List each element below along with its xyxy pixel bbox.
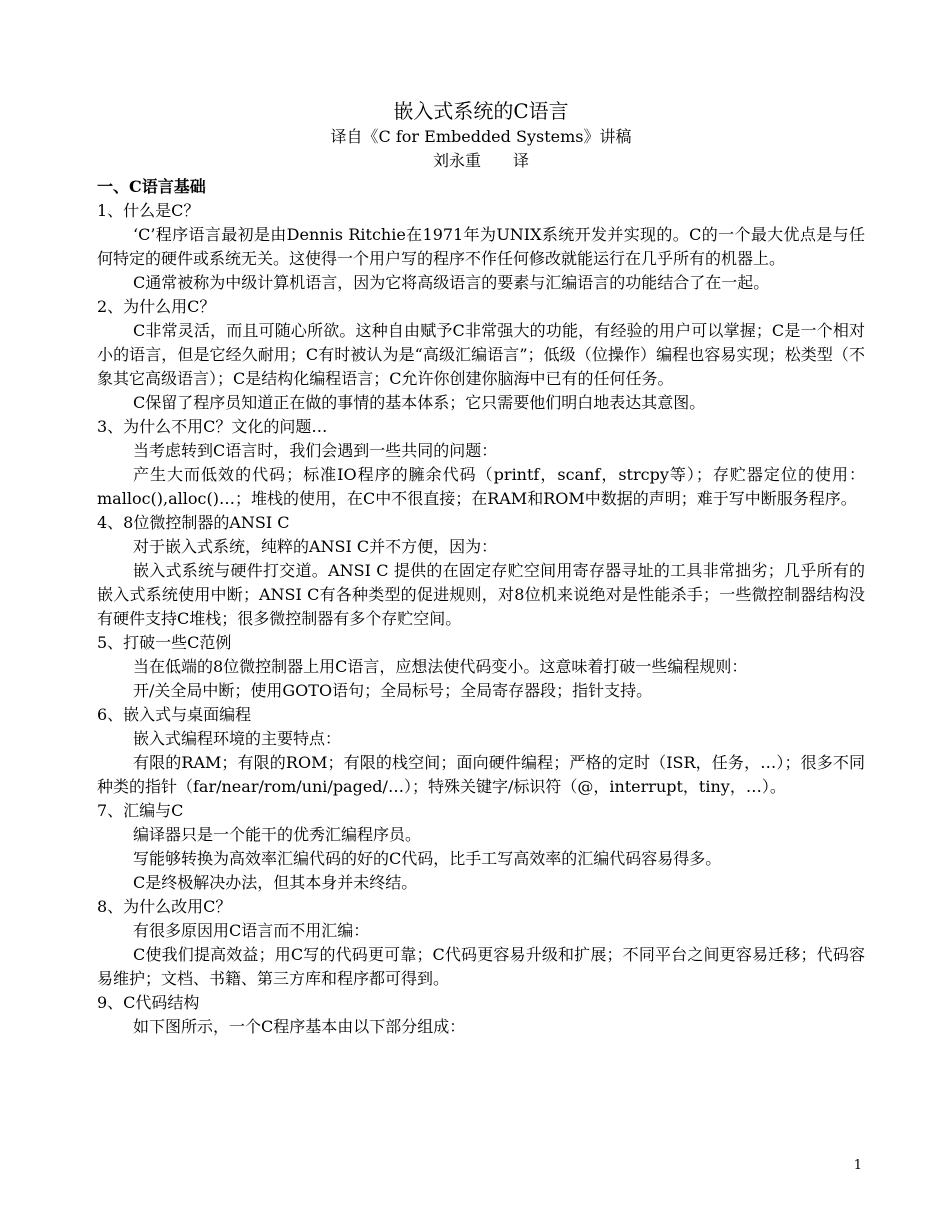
section-3 bbox=[97, 415, 865, 511]
author-name: 刘永重 bbox=[432, 151, 481, 170]
paragraph: 如下图所示，一个C程序基本由以下部分组成： bbox=[133, 1017, 466, 1036]
section-heading: 4、8位微控制器的ANSI C bbox=[97, 513, 290, 532]
section-heading: 7、汇编与C bbox=[97, 801, 184, 820]
paragraph: 产生大而低效的代码；标准IO程序的臃余代码（printf，scanf，strcpy等）；存贮器定位的使用：malloc(),alloc()…；堆栈的使用，在C中不很直接；在RAM和ROM中数据的声明；难于写中断服务程序。 bbox=[97, 465, 865, 508]
paragraph: ‘C’程序语言最初是由Dennis Ritchie在1971年为UNIX系统开发并实现的。C的一个最大优点是与任何特定的硬件或系统无关。这使得一个用户写的程序不作任何修改就能运行在几乎所有的机器上。 bbox=[97, 225, 865, 268]
author-line bbox=[97, 149, 865, 173]
section-8 bbox=[97, 895, 865, 991]
section-9 bbox=[97, 991, 865, 1039]
section-1 bbox=[97, 199, 865, 295]
paragraph: 嵌入式编程环境的主要特点： bbox=[133, 729, 342, 748]
paragraph: 有很多原因用C语言而不用汇编： bbox=[133, 921, 370, 940]
paragraph: 开/关全局中断；使用GOTO语句；全局标号；全局寄存器段；指针支持。 bbox=[133, 681, 653, 700]
section-7 bbox=[97, 799, 865, 895]
section-4 bbox=[97, 511, 865, 631]
paragraph: C使我们提高效益；用C写的代码更可靠；C代码更容易升级和扩展；不同平台之间更容易迁移；代码容易维护；文档、书籍、第三方库和程序都可得到。 bbox=[97, 945, 865, 988]
section-6 bbox=[97, 703, 865, 799]
section-heading: 6、嵌入式与桌面编程 bbox=[97, 705, 252, 724]
document-page bbox=[97, 98, 865, 1039]
document-title: 嵌入式系统的C语言 bbox=[393, 99, 569, 123]
paragraph: 对于嵌入式系统，纯粹的ANSI C并不方便，因为： bbox=[133, 537, 498, 556]
section-heading: 5、打破一些C范例 bbox=[97, 633, 232, 652]
section-heading: 1、什么是C？ bbox=[97, 201, 200, 220]
section-heading: 9、C代码结构 bbox=[97, 993, 200, 1012]
paragraph: C通常被称为中级计算机语言，因为它将高级语言的要素与汇编语言的功能结合了在一起。 bbox=[133, 273, 770, 292]
paragraph: C是终极解决办法，但其本身并未终结。 bbox=[133, 873, 418, 892]
author-role: 译 bbox=[513, 151, 530, 170]
paragraph: 当考虑转到C语言时，我们会遇到一些共同的问题： bbox=[133, 441, 498, 460]
paragraph: 编译器只是一个能干的优秀汇编程序员。 bbox=[133, 825, 422, 844]
chapter-heading: 一、C语言基础 bbox=[97, 177, 206, 196]
paragraph: C非常灵活，而且可随心所欲。这种自由赋予C非常强大的功能，有经验的用户可以掌握；C是一个相对小的语言，但是它经久耐用；C有时被认为是“高级汇编语言”；低级（位操作）编程也容易实现；松类型（不象其它高级语言）；C是结构化编程语言；C允许你创建你脑海中已有的任何任务。 bbox=[97, 321, 865, 388]
section-heading: 2、为什么用C？ bbox=[97, 297, 216, 316]
section-heading: 3、为什么不用C？文化的问题… bbox=[97, 417, 328, 436]
section-heading: 8、为什么改用C？ bbox=[97, 897, 232, 916]
section-5 bbox=[97, 631, 865, 703]
paragraph: 当在低端的8位微控制器上用C语言，应想法使代码变小。这意味着打破一些编程规则： bbox=[133, 657, 748, 676]
document-subtitle: 译自《C for Embedded Systems》讲稿 bbox=[330, 127, 632, 146]
section-2 bbox=[97, 295, 865, 415]
page-number: 1 bbox=[853, 1158, 862, 1173]
paragraph: 嵌入式系统与硬件打交道。ANSI C 提供的在固定存贮空间用寄存器寻址的工具非常拙劣；几乎所有的嵌入式系统使用中断；ANSI C有各种类型的促进规则，对8位机来说绝对是性能杀手；一些微控制器结构没有硬件支持C堆栈；很多微控制器有多个存贮空间。 bbox=[97, 561, 865, 628]
paragraph: 写能够转换为高效率汇编代码的好的C代码，比手工写高效率的汇编代码容易得多。 bbox=[133, 849, 722, 868]
paragraph: C保留了程序员知道正在做的事情的基本体系；它只需要他们明白地表达其意图。 bbox=[133, 393, 706, 412]
paragraph: 有限的RAM；有限的ROM；有限的栈空间；面向硬件编程；严格的定时（ISR，任务，…）；很多不同种类的指针（far/near/rom/uni/paged/…）；特殊关键字/标识符（@，interrupt，tiny，…）。 bbox=[97, 753, 865, 796]
